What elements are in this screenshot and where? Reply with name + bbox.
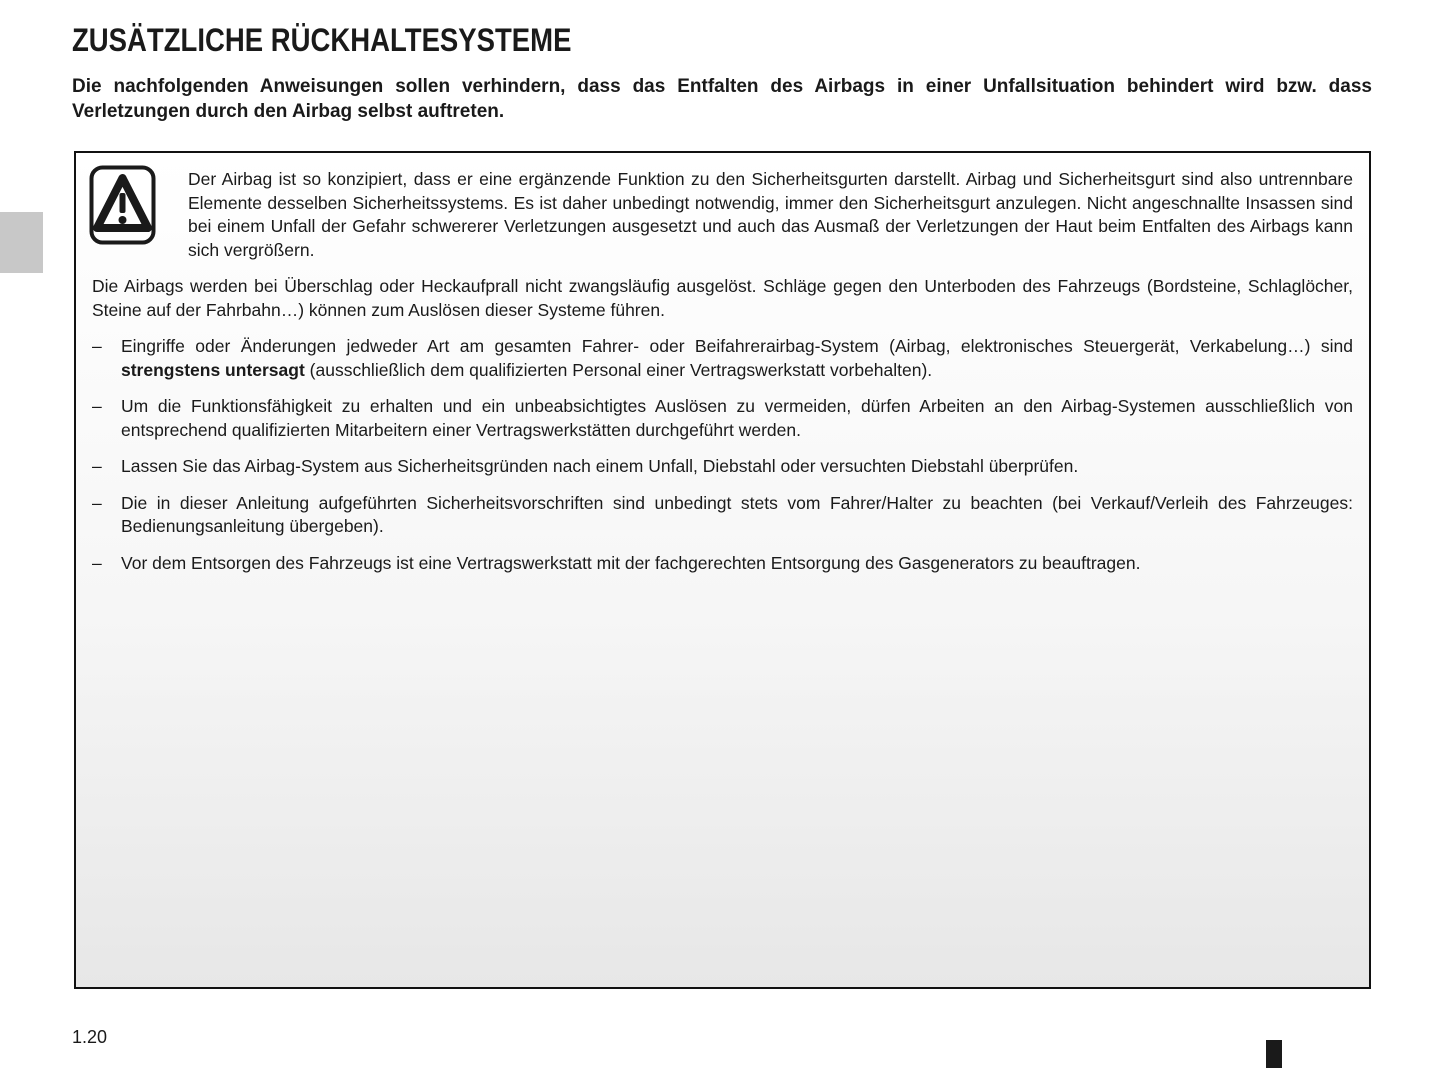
chapter-side-tab	[0, 212, 43, 273]
bullet-text: Um die Funktionsfähigkeit zu erhalten und ein unbeabsichtigtes Auslösen zu vermeiden, dürfen Arbeiten an den Airbag-Systemen ausschließlich von entsprechend qualifizierten Mitarbeitern einer Vertragswerkstätten durchgeführt werden.	[121, 396, 1353, 440]
bullet-text: Eingriffe oder Änderungen jedweder Art am gesamten Fahrer- oder Beifahrerairbag-System (Airbag, elektronisches Steuergerät, Verkabelung…) sind strengstens untersagt (ausschließlich dem qualifizierten Personal einer Vertragswerkstatt vorbehalten).	[121, 336, 1353, 380]
bullet-text: Lassen Sie das Airbag-System aus Sicherheitsgründen nach einem Unfall, Diebstahl oder versuchten Diebstahl überprüfen.	[121, 456, 1079, 476]
airbag-trigger-paragraph: Die Airbags werden bei Überschlag oder Heckaufprall nicht zwangsläufig ausgelöst. Schläge gegen den Unterboden des Fahrzeugs (Bordsteine, Schlaglöcher, Steine auf der Fahrbahn…) können zum Auslösen dieser Systeme führen.	[92, 276, 1353, 320]
bullet-item	[92, 395, 1353, 442]
bullet-item	[92, 552, 1353, 576]
airbag-warning-paragraph: Der Airbag ist so konzipiert, dass er eine ergänzende Funktion zu den Sicherheitsgurten darstellt. Airbag und Sicherheitsgurt sind also untrennbare Elemente desselben Sicherheitssystems. Es ist daher unbedingt notwendig, immer den Sicherheitsgurt anzulegen. Nicht angeschnallte Insassen sind bei einem Unfall der Gefahr schwererer Verletzungen ausgesetzt und auch das Ausmaß der Verletzungen der Haut beim Entfalten des Airbags kann sich vergrößern.	[188, 169, 1353, 260]
warning-box	[74, 151, 1371, 989]
bullet-text: Vor dem Entsorgen des Fahrzeugs ist eine Vertragswerkstatt mit der fachgerechten Entsorgung des Gasgenerators zu beauftragen.	[121, 552, 1141, 573]
bullet-text: Die in dieser Anleitung aufgeführten Sicherheitsvorschriften sind unbedingt stets vom Fahrer/Halter zu beachten (bei Verkauf/Verleih des Fahrzeuges: Bedienungsanleitung übergeben).	[121, 492, 1353, 536]
page-title: ZUSÄTZLICHE RÜCKHALTESYSTEME	[72, 22, 572, 58]
bullet-list	[92, 335, 1353, 575]
corner-print-marker	[1266, 1040, 1282, 1068]
bullet-dash: –	[92, 552, 102, 573]
bullet-item	[92, 335, 1353, 382]
intro-paragraph: Die nachfolgenden Anweisungen sollen verhindern, dass das Entfalten des Airbags in einer Unfallsituation behindert wird bzw. dass Verletzungen durch den Airbag selbst auftreten.	[72, 76, 1372, 122]
bullet-dash: –	[92, 336, 102, 356]
bullet-dash: –	[92, 396, 102, 416]
bullet-item	[92, 492, 1353, 539]
bullet-item	[92, 455, 1353, 479]
bullet-dash: –	[92, 456, 102, 476]
page-number: 1.20	[72, 1027, 108, 1047]
warning-triangle-icon	[89, 165, 156, 245]
bullet-dash: –	[92, 492, 102, 513]
